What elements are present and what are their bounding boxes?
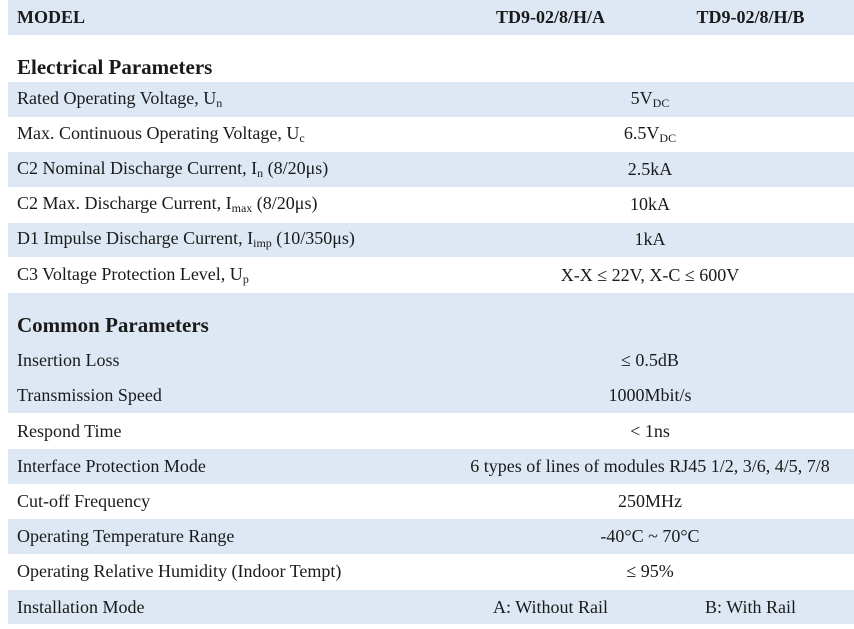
table-row xyxy=(8,414,854,449)
param-value: 6 types of lines of modules RJ45 1/2, 3/6, 4/5, 7/8 xyxy=(470,455,830,476)
param-label: Respond Time xyxy=(17,420,122,441)
param-label: Installation Mode xyxy=(17,596,145,617)
param-label: Operating Relative Humidity (Indoor Tempt) xyxy=(17,561,342,582)
table-row xyxy=(8,378,854,413)
param-label: Insertion Loss xyxy=(17,350,120,371)
table-row xyxy=(8,117,854,152)
table-row xyxy=(8,258,854,293)
param-label: Interface Protection Mode xyxy=(17,455,206,476)
param-value: 250MHz xyxy=(618,490,682,511)
model-label: MODEL xyxy=(17,7,86,27)
value-b: B: With Rail xyxy=(705,596,796,617)
table-row xyxy=(8,554,854,589)
param-value: $5V_{DC}$ xyxy=(630,87,670,110)
table-row xyxy=(8,519,854,554)
param-value: 1kA xyxy=(634,229,666,250)
section-title: Common Parameters xyxy=(17,313,209,338)
param-label: C3 Voltage Protection Level, $U_p$ xyxy=(17,263,249,286)
param-label: Transmission Speed xyxy=(17,385,162,406)
param-label: D1 Impulse Discharge Current, $I_{imp}$ (10/350μs) xyxy=(17,228,355,251)
model-a: TD9-02/8/H/A xyxy=(495,7,605,27)
spacer xyxy=(8,293,854,309)
param-value: -40°C ~ 70°C xyxy=(600,526,700,547)
model-b: TD9-02/8/H/B xyxy=(696,7,805,27)
section-heading-electrical xyxy=(8,53,854,81)
param-value: 1000Mbit/s xyxy=(608,385,692,406)
param-value: ≤ 0.5dB xyxy=(621,350,679,371)
param-value: $6.5V_{DC}$ xyxy=(623,122,677,145)
param-value: < 1ns xyxy=(630,420,670,441)
section-title: Electrical Parameters xyxy=(17,55,213,80)
param-value: X-X ≤ 22V, X-C ≤ 600V xyxy=(560,264,740,285)
table-row xyxy=(8,223,854,258)
table-row xyxy=(8,152,854,187)
param-value: ≤ 95% xyxy=(626,561,674,582)
section-heading-common xyxy=(8,309,854,343)
param-label: Cut-off Frequency xyxy=(17,490,151,511)
spec-table xyxy=(8,0,854,625)
table-row xyxy=(8,82,854,117)
table-header xyxy=(8,0,854,35)
table-row-installation xyxy=(8,590,854,625)
param-label: Rated Operating Voltage, $U_n$ xyxy=(17,87,223,110)
value-a: A: Without Rail xyxy=(493,596,608,617)
table-row xyxy=(8,449,854,484)
table-row xyxy=(8,187,854,222)
table-row xyxy=(8,484,854,519)
param-label: Max. Continuous Operating Voltage, $U_c$ xyxy=(17,122,305,145)
spacer xyxy=(8,35,854,53)
param-label: Operating Temperature Range xyxy=(17,526,235,547)
param-label: C2 Nominal Discharge Current, $I_n$ (8/20μs) xyxy=(17,158,329,181)
table-row xyxy=(8,343,854,378)
param-value: 2.5kA xyxy=(627,159,673,180)
param-value: 10kA xyxy=(630,194,670,215)
param-label: C2 Max. Discharge Current, $I_{max}$ (8/20μs) xyxy=(17,193,318,216)
